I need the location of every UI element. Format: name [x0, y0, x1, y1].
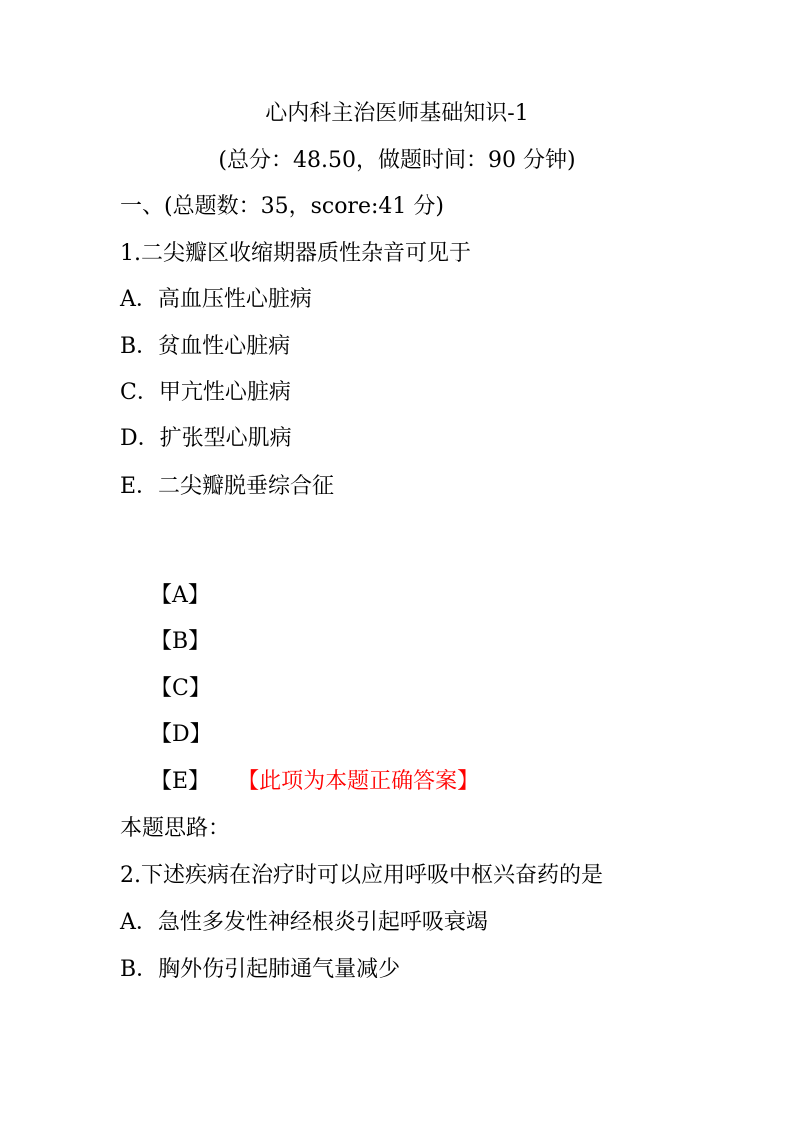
- answer-choice-e-row: [150, 767, 479, 797]
- answer-choice-d: 【D】: [150, 722, 212, 747]
- answer-choice-a: 【A】: [150, 583, 210, 608]
- question-2-option-b: B．胸外伤引起肺通气量减少: [120, 957, 401, 982]
- question-1-option-a: A．高血压性心脏病: [120, 287, 312, 312]
- question-1-option-c: C．甲亢性心脏病: [120, 380, 291, 405]
- answer-choice-e: 【E】: [150, 769, 211, 794]
- section-header: 一、(总题数：35，score:41 分): [120, 194, 444, 219]
- question-1-option-e: E．二尖瓣脱垂综合征: [120, 474, 335, 499]
- question-2-stem: 2.下述疾病在治疗时可以应用呼吸中枢兴奋药的是: [120, 863, 603, 888]
- answer-choice-b: 【B】: [150, 629, 211, 654]
- document-title: 心内科主治医师基础知识-1: [265, 101, 529, 126]
- question-1-option-d: D．扩张型心肌病: [120, 426, 292, 451]
- question-1-stem: 1.二尖瓣区收缩期器质性杂音可见于: [120, 241, 471, 266]
- correct-answer-note: 【此项为本题正确答案】: [248, 769, 480, 794]
- answer-choice-c: 【C】: [150, 676, 211, 701]
- document-subtitle: (总分：48.50，做题时间：90 分钟): [218, 148, 576, 173]
- question-1-option-b: B．贫血性心脏病: [120, 334, 291, 359]
- question-2-option-a: A．急性多发性神经根炎引起呼吸衰竭: [120, 910, 488, 935]
- analysis-label: 本题思路：: [120, 816, 231, 841]
